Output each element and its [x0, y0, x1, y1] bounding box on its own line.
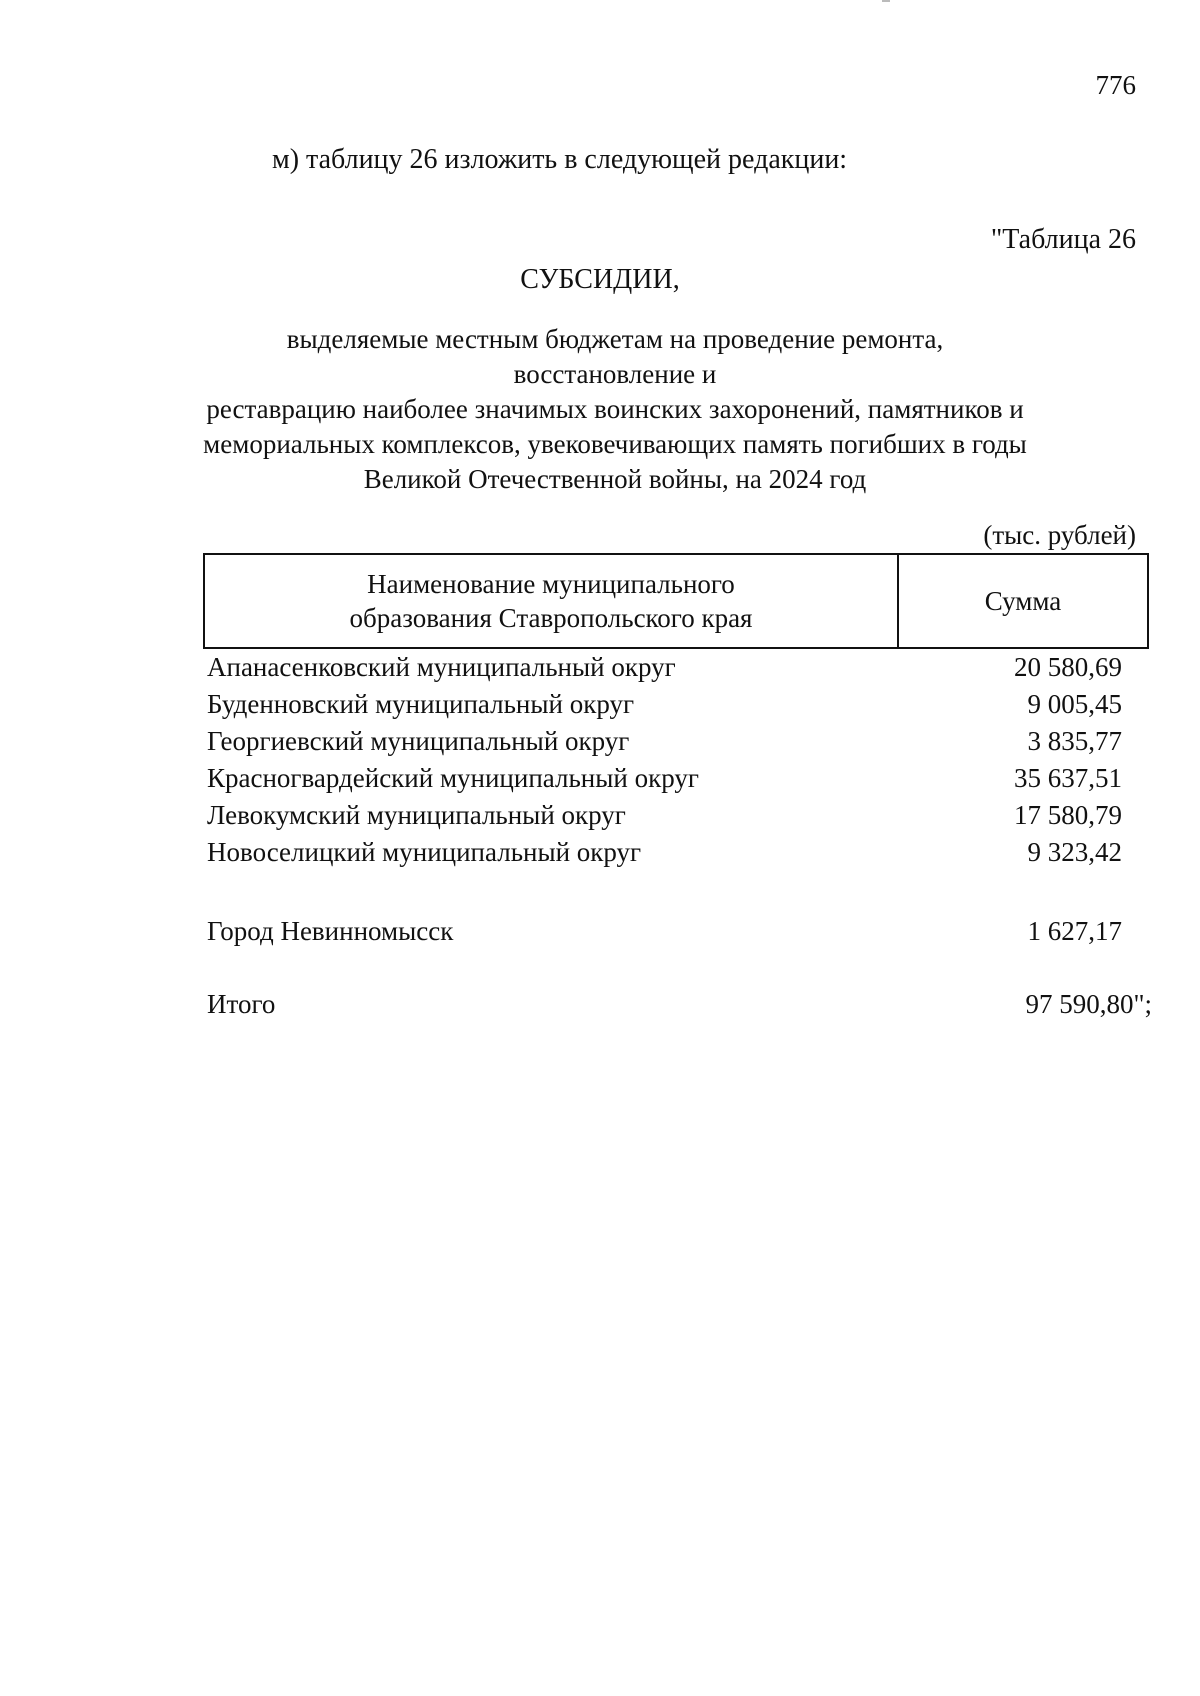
row-name: Левокумский муниципальный округ: [207, 800, 626, 830]
table-reference: "Таблица 26: [990, 224, 1136, 255]
row-name: Новоселицкий муниципальный округ: [207, 837, 642, 867]
header-name-line: Наименование муниципального: [367, 569, 735, 599]
document-subtitle: [200, 322, 1030, 497]
row-value: 9 005,45: [1027, 689, 1122, 719]
table-header: [203, 553, 1149, 649]
table-row: [207, 835, 1122, 872]
document-title: СУБСИДИИ,: [520, 264, 680, 295]
table-row: [207, 687, 1122, 724]
table-row: [207, 798, 1122, 835]
intro-text: м) таблицу 26 изложить в следующей редакции:: [272, 144, 848, 175]
scan-speck: [882, 0, 890, 2]
row-value: 1 627,17: [1027, 916, 1122, 946]
row-name: Красногвардейский муниципальный округ: [207, 763, 699, 793]
subtitle-line: мемориальных комплексов, увековечивающих память погибших в годы: [203, 429, 1027, 459]
table-row: [207, 761, 1122, 798]
subtitle-line: реставрацию наиболее значимых воинских захоронений, памятников и: [206, 394, 1024, 424]
table-row: [207, 724, 1122, 761]
row-value: 3 835,77: [1027, 726, 1122, 756]
header-sum: Сумма: [984, 585, 1062, 616]
table-row: [207, 650, 1122, 687]
row-name: Апанасенковский муниципальный округ: [207, 652, 676, 682]
row-name: Город Невинномысск: [207, 916, 454, 946]
row-name: Итого: [207, 989, 276, 1019]
row-value: 17 580,79: [1014, 800, 1122, 830]
row-value: 20 580,69: [1014, 652, 1122, 682]
subtitle-line: выделяемые местным бюджетам на проведение ремонта, восстановление и: [286, 324, 944, 389]
header-municipality: [205, 555, 899, 647]
row-value: 9 323,42: [1027, 837, 1122, 867]
page-number: 776: [1095, 70, 1136, 100]
row-value: 97 590,80";: [1025, 989, 1152, 1019]
table-body: [207, 650, 1122, 872]
total-row: [207, 987, 1152, 1022]
city-row: [207, 914, 1122, 949]
subtitle-line: Великой Отечественной войны, на 2024 год: [363, 464, 867, 494]
header-name-line: образования Ставропольского края: [349, 603, 753, 633]
row-value: 35 637,51: [1014, 763, 1122, 793]
row-name: Буденновский муниципальный округ: [207, 689, 635, 719]
row-name: Георгиевский муниципальный округ: [207, 726, 630, 756]
units-label: (тыс. рублей): [983, 520, 1136, 550]
